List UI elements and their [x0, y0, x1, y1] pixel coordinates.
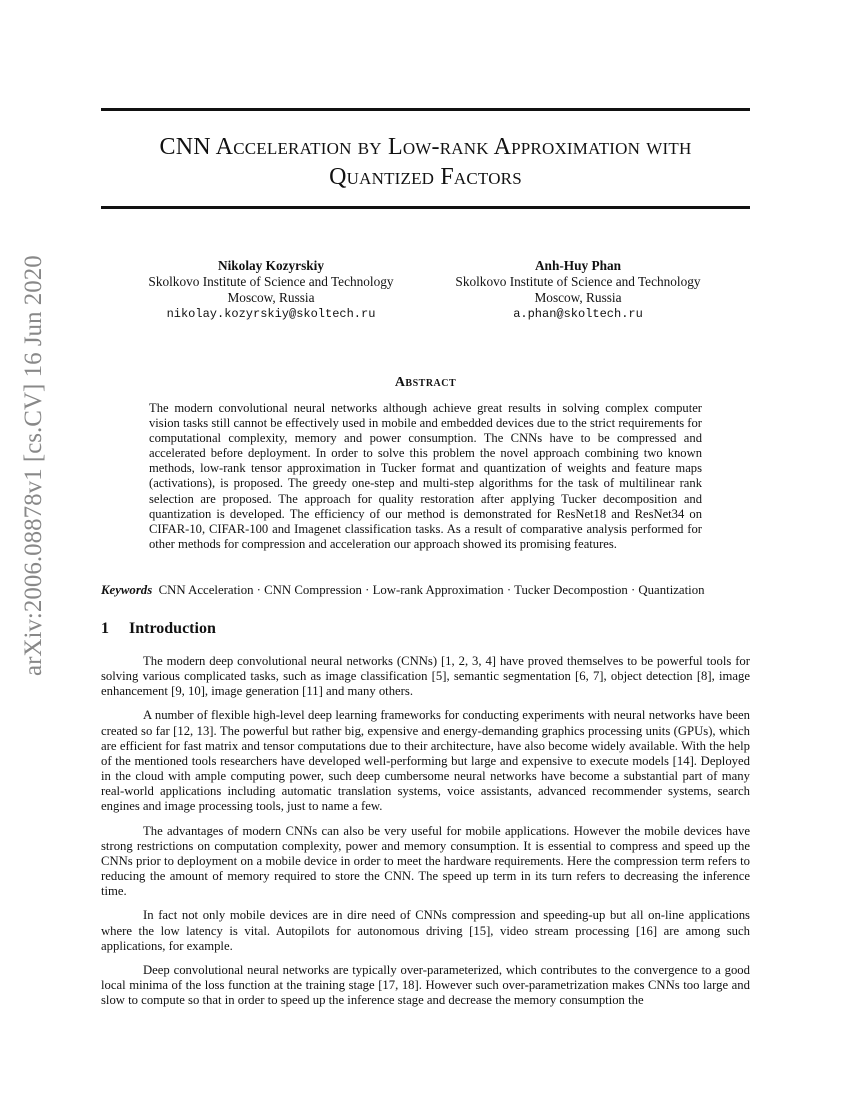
author-email[interactable]: a.phan@skoltech.ru — [513, 307, 643, 321]
title-bottom-rule — [101, 206, 750, 209]
author-block-2 — [438, 258, 718, 322]
author-affiliation: Skolkovo Institute of Science and Technology — [455, 274, 701, 289]
author-name: Anh-Huy Phan — [534, 258, 622, 273]
author-affiliation: Skolkovo Institute of Science and Technology — [148, 274, 394, 289]
section-number: 1 — [101, 620, 109, 637]
keywords — [101, 582, 750, 598]
arxiv-identifier: arXiv:2006.08878v1 [cs.CV] 16 Jun 2020 — [20, 255, 47, 676]
paragraph: The modern deep convolutional neural networks (CNNs) [1, 2, 3, 4] have proved themselves to be powerful tools for solving various complicated tasks, such as image classification [5], semantic segmentation [6, 7], object detection [8], image enhancement [9, 10], image generation [11] and many others. — [101, 654, 750, 699]
paragraph: A number of flexible high-level deep learning frameworks for conducting experiments with neural networks have been created so far [12, 13]. The powerful but rather big, expensive and energy-demanding graphics processing units (GPUs), which are efficient for fast matrix and tensor computations due to their architecture, have also become widely available. With the help of the mentioned tools researchers have developed well-performing but large and expensive to execute models [14]. Deployed in the cloud with ample computing power, such deep cumbersome neural networks have become a substantial part of many real-world applications including automatic translation systems, voice assistants, advanced recommender systems, search engines and image processing tools, just to name a few. — [101, 708, 750, 814]
title-line-1: CNN Acceleration by Low-rank Approximation with — [159, 134, 692, 160]
author-block-1 — [131, 258, 411, 322]
abstract-heading: Abstract — [394, 375, 457, 390]
paragraph: In fact not only mobile devices are in dire need of CNNs compression and speeding-up but all on-line applications where the low latency is vital. Autopilots for autonomous driving [15], video stream processing [16] are among such applications, for example. — [101, 908, 750, 953]
section-heading — [101, 620, 216, 638]
paper-title — [101, 132, 750, 192]
author-email[interactable]: nikolay.kozyrskiy@skoltech.ru — [166, 307, 376, 321]
author-name: Nikolay Kozyrskiy — [217, 258, 324, 273]
section-title: Introduction — [129, 620, 216, 637]
body-text — [101, 654, 750, 1017]
author-location: Moscow, Russia — [534, 290, 622, 305]
paragraph: Deep convolutional neural networks are typically over-parameterized, which contributes to the convergence to a good local minima of the loss function at the training stage [17, 18]. However such over-parametrization makes CNNs too large and slow to compute so that in order to speed up the inference stage and decrease the memory consumption the — [101, 962, 750, 1008]
abstract-text: The modern convolutional neural networks although achieve great results in solving complex computer vision tasks still cannot be effectively used in mobile and embedded devices due to the strict requirements for computational complexity, memory and power consumption. The CNNs have to be compressed and accelerated before deployment. In order to solve this problem the novel approach combining two known methods, low-rank tensor approximation in Tucker format and quantization of weights and feature maps (activations), is proposed. The greedy one-step and multi-step algorithms for the task of multilinear rank selection are proposed. The approach for quality restoration after applying Tucker decomposition and quantization is developed. The efficiency of our method is demonstrated for ResNet18 and ResNet34 on CIFAR-10, CIFAR-100 and Imagenet classification tasks. As a result of comparative analysis performed for other methods for compression and acceleration our approach showed its promising features. — [149, 401, 702, 551]
paragraph: The advantages of modern CNNs can also be very useful for mobile applications. However the mobile devices have strong restrictions on computation complexity, power and memory consumption. It is essential to compress and speed up the CNNs prior to deployment on a mobile device in order to meet the hardware requirements. Here the compression term refers to reducing the amount of memory required to store the CNN. The speed up term in its turn refers to decreasing the inference time. — [101, 823, 750, 899]
title-line-2: Quantized Factors — [329, 164, 522, 190]
keywords-label: Keywords — [101, 583, 153, 597]
keywords-list: CNN Acceleration · CNN Compression · Low-rank Approximation · Tucker Decompostion · Quantization — [158, 583, 705, 597]
title-top-rule — [101, 108, 750, 111]
author-location: Moscow, Russia — [227, 290, 315, 305]
